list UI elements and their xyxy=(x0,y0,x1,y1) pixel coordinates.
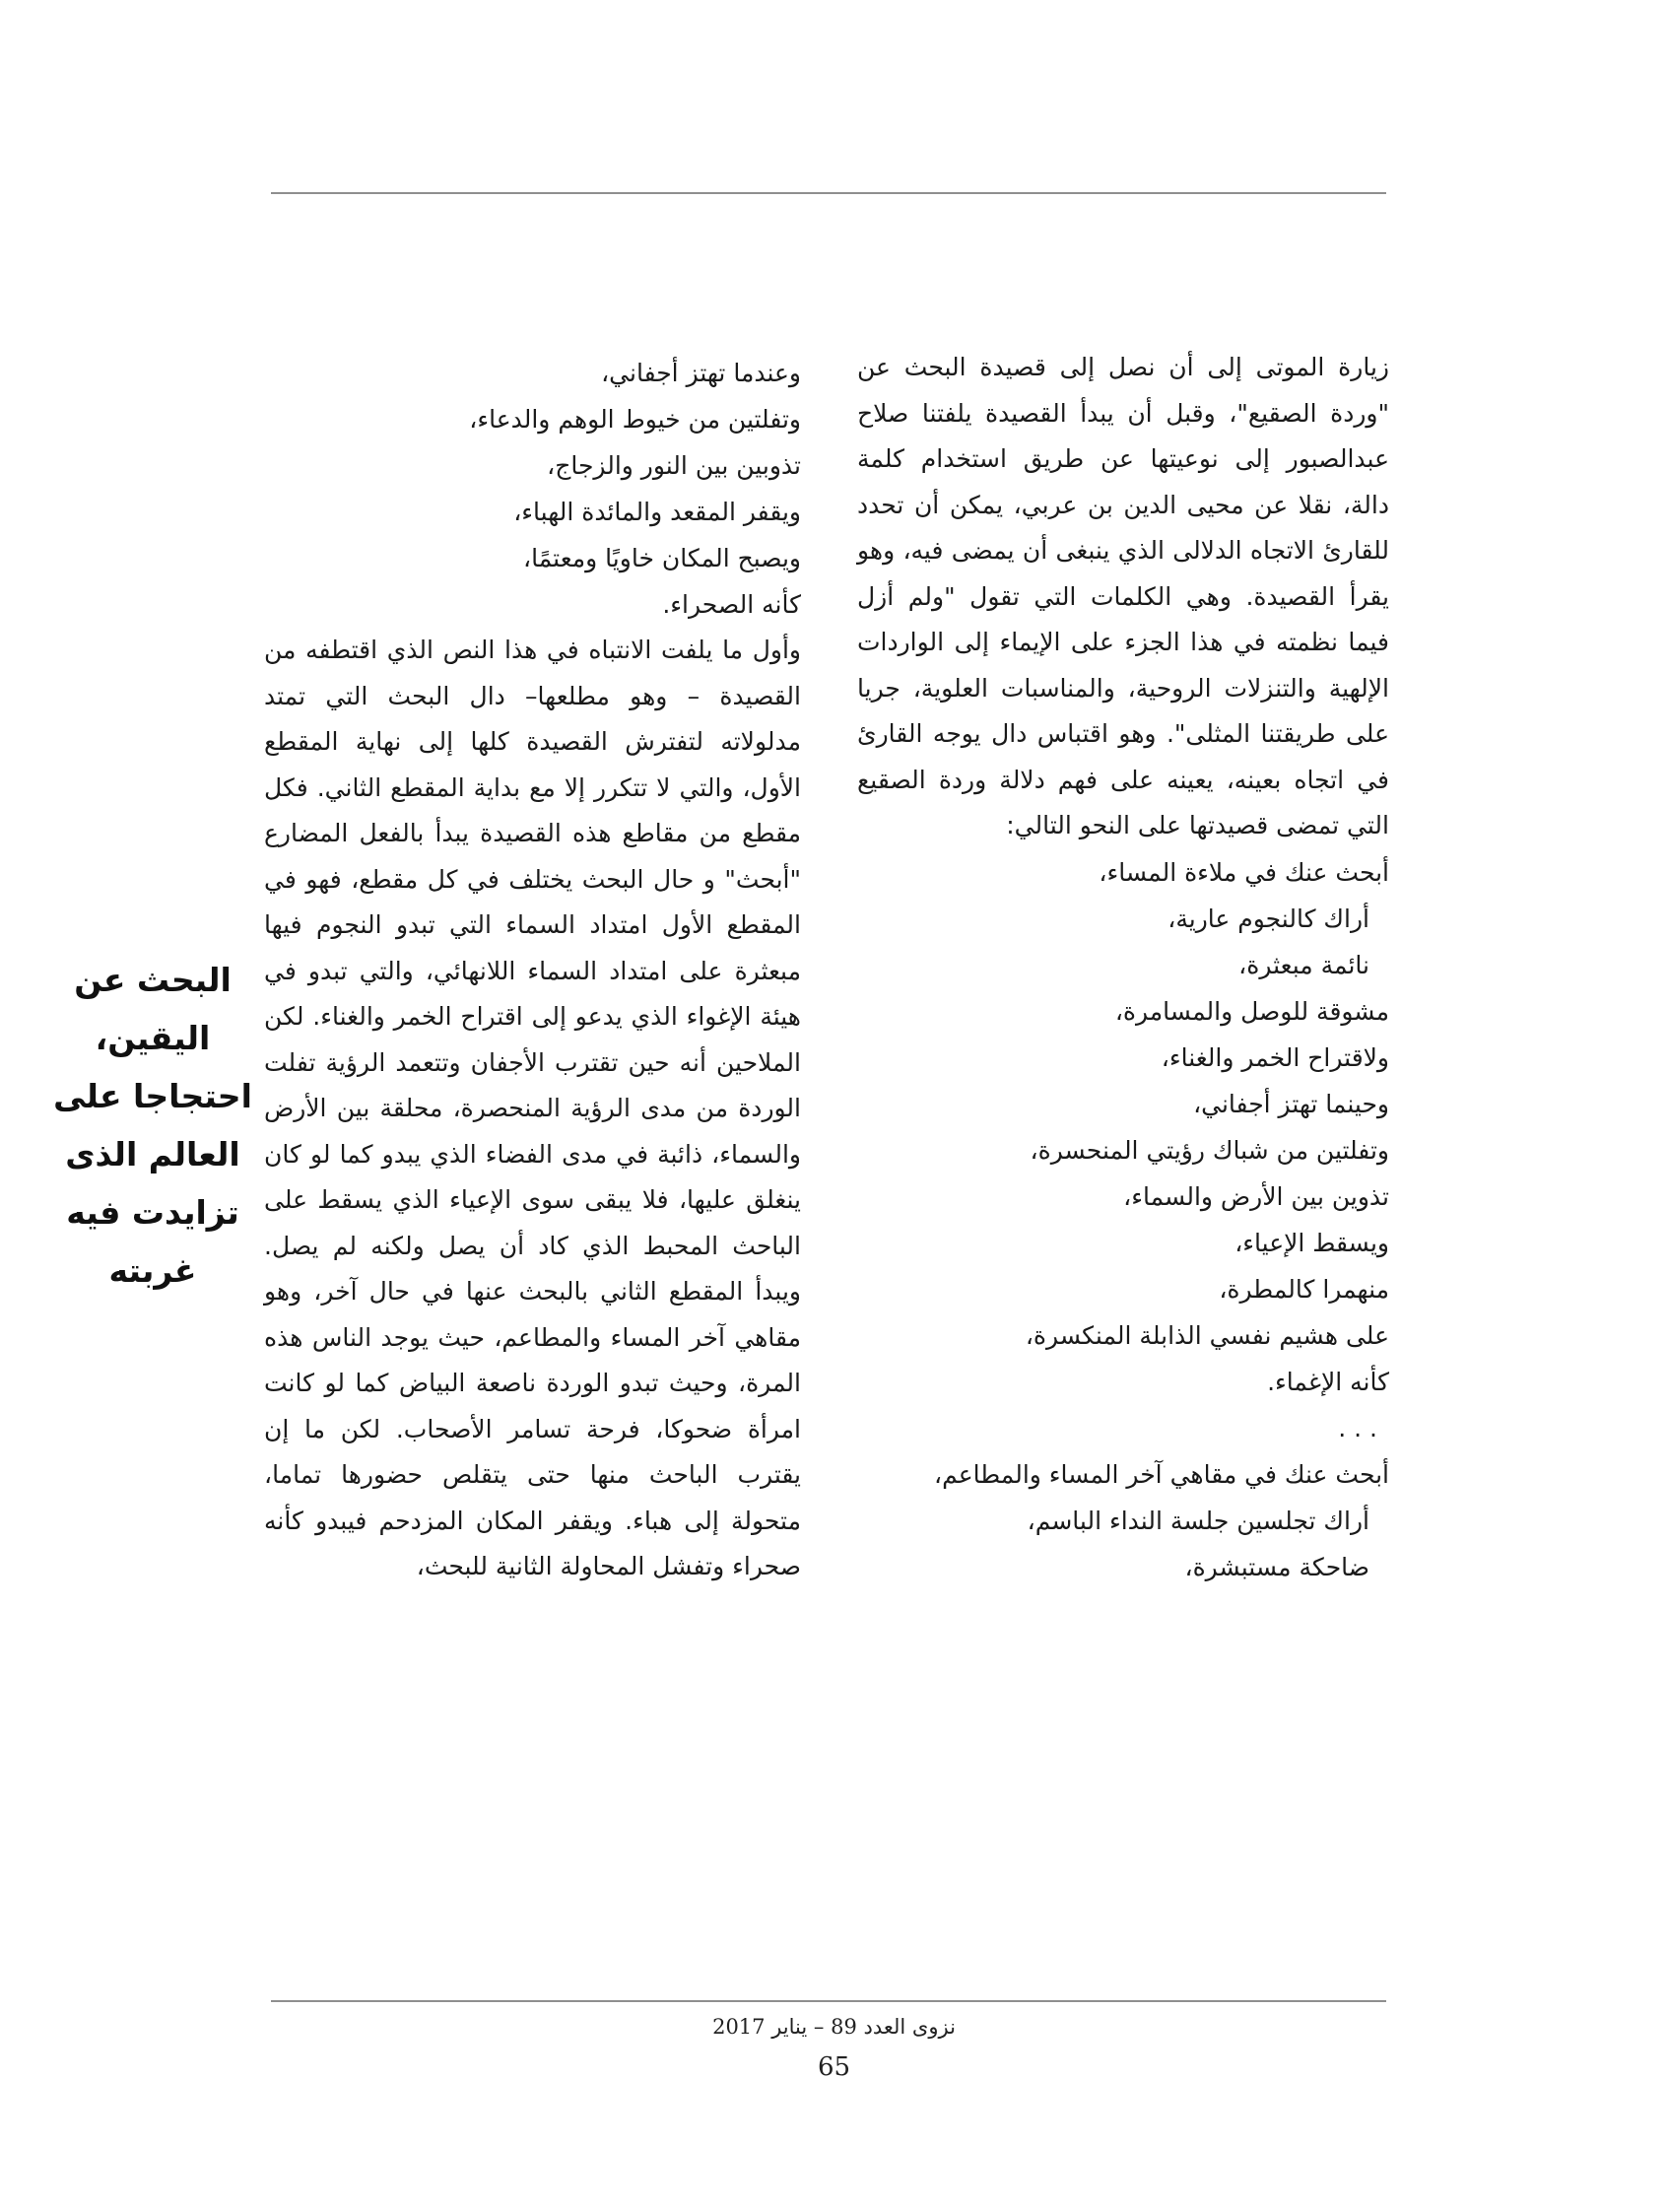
top-rule xyxy=(271,192,1386,194)
pull-quote-line: احتجاجا على xyxy=(53,1077,252,1115)
verse-line: نائمة مبعثرة، xyxy=(1238,950,1369,979)
right-column xyxy=(857,345,1389,1590)
pull-quote-line: البحث عن xyxy=(74,961,232,999)
verse-line: تذوين بين الأرض والسماء، xyxy=(1123,1181,1389,1211)
middle-column xyxy=(264,350,801,1590)
ellipsis: . . . xyxy=(1338,1413,1377,1442)
verse-line: أبحث عنك في ملاءة المساء، xyxy=(1099,857,1389,887)
pull-quote-line: تزايدت فيه xyxy=(66,1193,239,1232)
verse-line: منهمرا كالمطرة، xyxy=(1219,1274,1389,1304)
verse-line: ولاقتراح الخمر والغناء، xyxy=(1161,1042,1389,1072)
verse-line: وتفلتين من شباك رؤيتي المنحسرة، xyxy=(1030,1135,1389,1165)
verse-line: ويسقط الإعياء، xyxy=(1234,1228,1389,1257)
verse-line: أراك كالنجوم عارية، xyxy=(1168,904,1369,933)
verse-line: مشوقة للوصل والمسامرة، xyxy=(1114,996,1389,1026)
verse-line: وتفلتين من خيوط الوهم والدعاء، xyxy=(469,405,801,434)
verse-line: وعندما تهتز أجفاني، xyxy=(601,359,801,387)
verse-line: على هشيم نفسي الذابلة المنكسرة، xyxy=(1025,1320,1389,1350)
verse-line: كأنه الإغماء. xyxy=(1267,1367,1389,1396)
middle-column-paragraph: وأول ما يلفت الانتباه في هذا النص الذي اقتطفه من القصيدة – وهو مطلعها– دال البحث التي تمتد مدلولاته لتفترش القصيدة كلها إلى نهاية المقطع الأول، والتي لا تتكرر إلا مع بداية المقطع الثاني. فكل مقطع من مقاطع هذه القصيدة يبدأ بالفعل المضارع "أبحث" و حال البحث يختلف في كل مقطع، فهو في المقطع الأول امتداد السماء التي تبدو النجوم فيها مبعثرة على امتداد السماء اللانهائي، والتي تبدو في هيئة الإغواء الذي يدعو إلى اقتراح الخمر والغناء. لكن الملاحين أنه حين تقترب الأجفان وتتعمد الرؤية تفلت الوردة من مدى الرؤية المنحصرة، محلقة بين الأرض والسماء، ذائبة في مدى الفضاء الذي يبدو كما لو كان ينغلق عليها، فلا يبقى سوى الإعياء الذي يسقط على الباحث المحبط الذي كاد أن يصل ولكنه لم يصل. ويبدأ المقطع الثاني بالبحث عنها في حال آخر، وهو مقاهي آخر المساء والمطاعم، حيث يوجد الناس هذه المرة، وحيث تبدو الوردة ناصعة البياض كما لو كانت امرأة ضحوكا، فرحة تسامر الأصحاب. لكن ما إن يقترب الباحث منها حتى يتقلص حضورها تماما، متحولة إلى هباء. ويقفر المكان المزدحم فيبدو كأنه صحراء وتفشل المحاولة الثانية للبحث، xyxy=(264,636,801,1580)
page-number: 65 xyxy=(817,2052,851,2082)
pull-quote-line: العالم الذى xyxy=(65,1135,240,1173)
verse-line: ويصبح المكان خاويًا ومعتمًا، xyxy=(523,544,801,572)
verse-line: ضاحكة مستبشرة، xyxy=(1184,1552,1369,1581)
verse-line: ويقفر المقعد والمائدة الهباء، xyxy=(513,498,801,526)
verse-line: وحينما تهتز أجفاني، xyxy=(1193,1089,1389,1118)
verse-line: كأنه الصحراء. xyxy=(662,590,801,619)
verse-line: تذوبين بين النور والزجاج، xyxy=(547,451,801,480)
issue-info: نزوى العدد 89 – يناير 2017 xyxy=(712,2015,956,2039)
pull-quote-line: غربته xyxy=(108,1251,197,1290)
bottom-rule xyxy=(271,2000,1386,2002)
right-column-paragraph: زيارة الموتى إلى أن نصل إلى قصيدة البحث عن "وردة الصقيع"، وقبل أن يبدأ القصيدة يلفتنا صلاح عبدالصبور إلى نوعيتها عن طريق استخدام كلمة دالة، نقلا عن محيى الدين بن عربي، يمكن أن تحدد للقارئ الاتجاه الدلالى الذي ينبغى أن يمضى فيه، وهو يقرأ القصيدة. وهي الكلمات التي تقول "ولم أزل فيما نظمته في هذا الجزء على الإيماء إلى الواردات الإلهية والتنزلات الروحية، والمناسبات العلوية، جريا على طريقتنا المثلى". وهو اقتباس دال يوجه القارئ في اتجاه بعينه، يعينه على فهم دلالة وردة الصقيع التي تمضى قصيدتها على النحو التالي: xyxy=(857,353,1389,839)
pull-quote-line: اليقين، xyxy=(95,1019,211,1057)
verse-line: أراك تجلسين جلسة النداء الباسم، xyxy=(1027,1506,1369,1535)
pull-quote xyxy=(49,951,256,1300)
verse-line: أبحث عنك في مقاهي آخر المساء والمطاعم، xyxy=(934,1459,1389,1489)
